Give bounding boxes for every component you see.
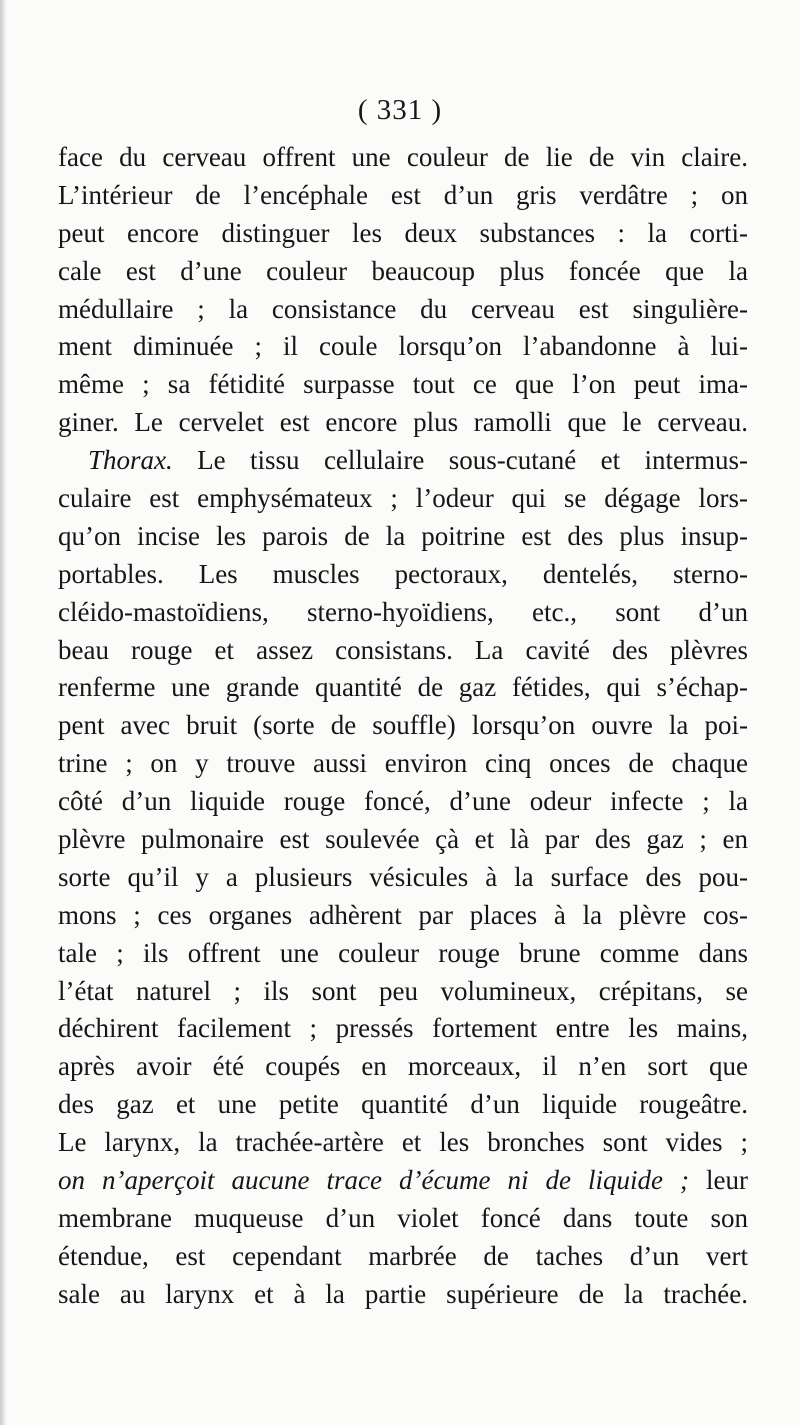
text-line: culaire est emphysémateux ; l’odeur qui se dégage lors-	[58, 483, 748, 514]
text-line: Thorax. Le tissu cellulaire sous-cutané et intermus-	[88, 445, 748, 476]
text-line: côté d’un liquide rouge foncé, d’une odeur infecte ; la	[58, 786, 748, 817]
text-line: sale au larynx et à la partie supérieure de la trachée.	[58, 1278, 748, 1309]
text-line: portables. Les muscles pectoraux, dentelés, sterno-	[58, 558, 748, 589]
text-line: qu’on incise les parois de la poitrine est des plus insup-	[58, 520, 748, 551]
page-number: ( 331 )	[357, 94, 443, 126]
text-line: beau rouge et assez consistans. La cavité des plèvres	[58, 634, 748, 665]
body-text	[58, 139, 748, 1314]
text-line: on n’aperçoit aucune trace d’écume ni de liquide ; leur	[58, 1165, 748, 1196]
page-edge-shadow	[0, 0, 6, 1425]
text-line: face du cerveau offrent une couleur de lie de vin claire.	[58, 142, 748, 172]
text-line: giner. Le cervelet est encore plus ramolli que le cerveau.	[58, 407, 748, 438]
text-line: pent avec bruit (sorte de souffle) lorsqu’on ouvre la poi-	[58, 710, 748, 741]
text-line: des gaz et une petite quantité d’un liquide rougeâtre.	[58, 1089, 748, 1120]
text-line: après avoir été coupés en morceaux, il n’en sort que	[58, 1051, 748, 1082]
text-line: l’état naturel ; ils sont peu volumineux, crépitans, se	[58, 975, 748, 1006]
text-line: même ; sa fétidité surpasse tout ce que l’on peut ima-	[58, 369, 748, 400]
text-line: tale ; ils offrent une couleur rouge brune comme dans	[58, 937, 748, 968]
section-heading-thorax: Thorax.	[88, 445, 173, 476]
text-line: médullaire ; la consistance du cerveau est singulière-	[58, 293, 748, 324]
text-line: L’intérieur de l’encéphale est d’un gris verdâtre ; on	[58, 179, 748, 210]
italic-phrase: on n’aperçoit aucune trace d’écume ni de liquide ;	[58, 1165, 689, 1196]
text-line: Le larynx, la trachée-artère et les bronches sont vides ;	[58, 1127, 748, 1158]
text-line: mons ; ces organes adhèrent par places à la plèvre cos-	[58, 899, 748, 930]
text-line: trine ; on y trouve aussi environ cinq onces de chaque	[58, 748, 748, 779]
text-line: étendue, est cependant marbrée de taches d’un vert	[58, 1240, 748, 1271]
text-line: renferme une grande quantité de gaz fétides, qui s’échap-	[58, 672, 748, 703]
text-line: sorte qu’il y a plusieurs vésicules à la surface des pou-	[58, 861, 748, 892]
text-line: membrane muqueuse d’un violet foncé dans toute son	[58, 1202, 748, 1233]
text-line: cale est d’une couleur beaucoup plus foncée que la	[58, 255, 748, 286]
text-line: plèvre pulmonaire est soulevée çà et là par des gaz ; en	[58, 824, 748, 855]
text-line: peut encore distinguer les deux substances : la corti-	[58, 217, 748, 248]
text-line: cléido-mastoïdiens, sterno-hyoïdiens, etc., sont d’un	[58, 596, 748, 627]
text-line: déchirent facilement ; pressés fortement entre les mains,	[58, 1013, 748, 1044]
text-line: ment diminuée ; il coule lorsqu’on l’abandonne à lui-	[58, 331, 748, 362]
